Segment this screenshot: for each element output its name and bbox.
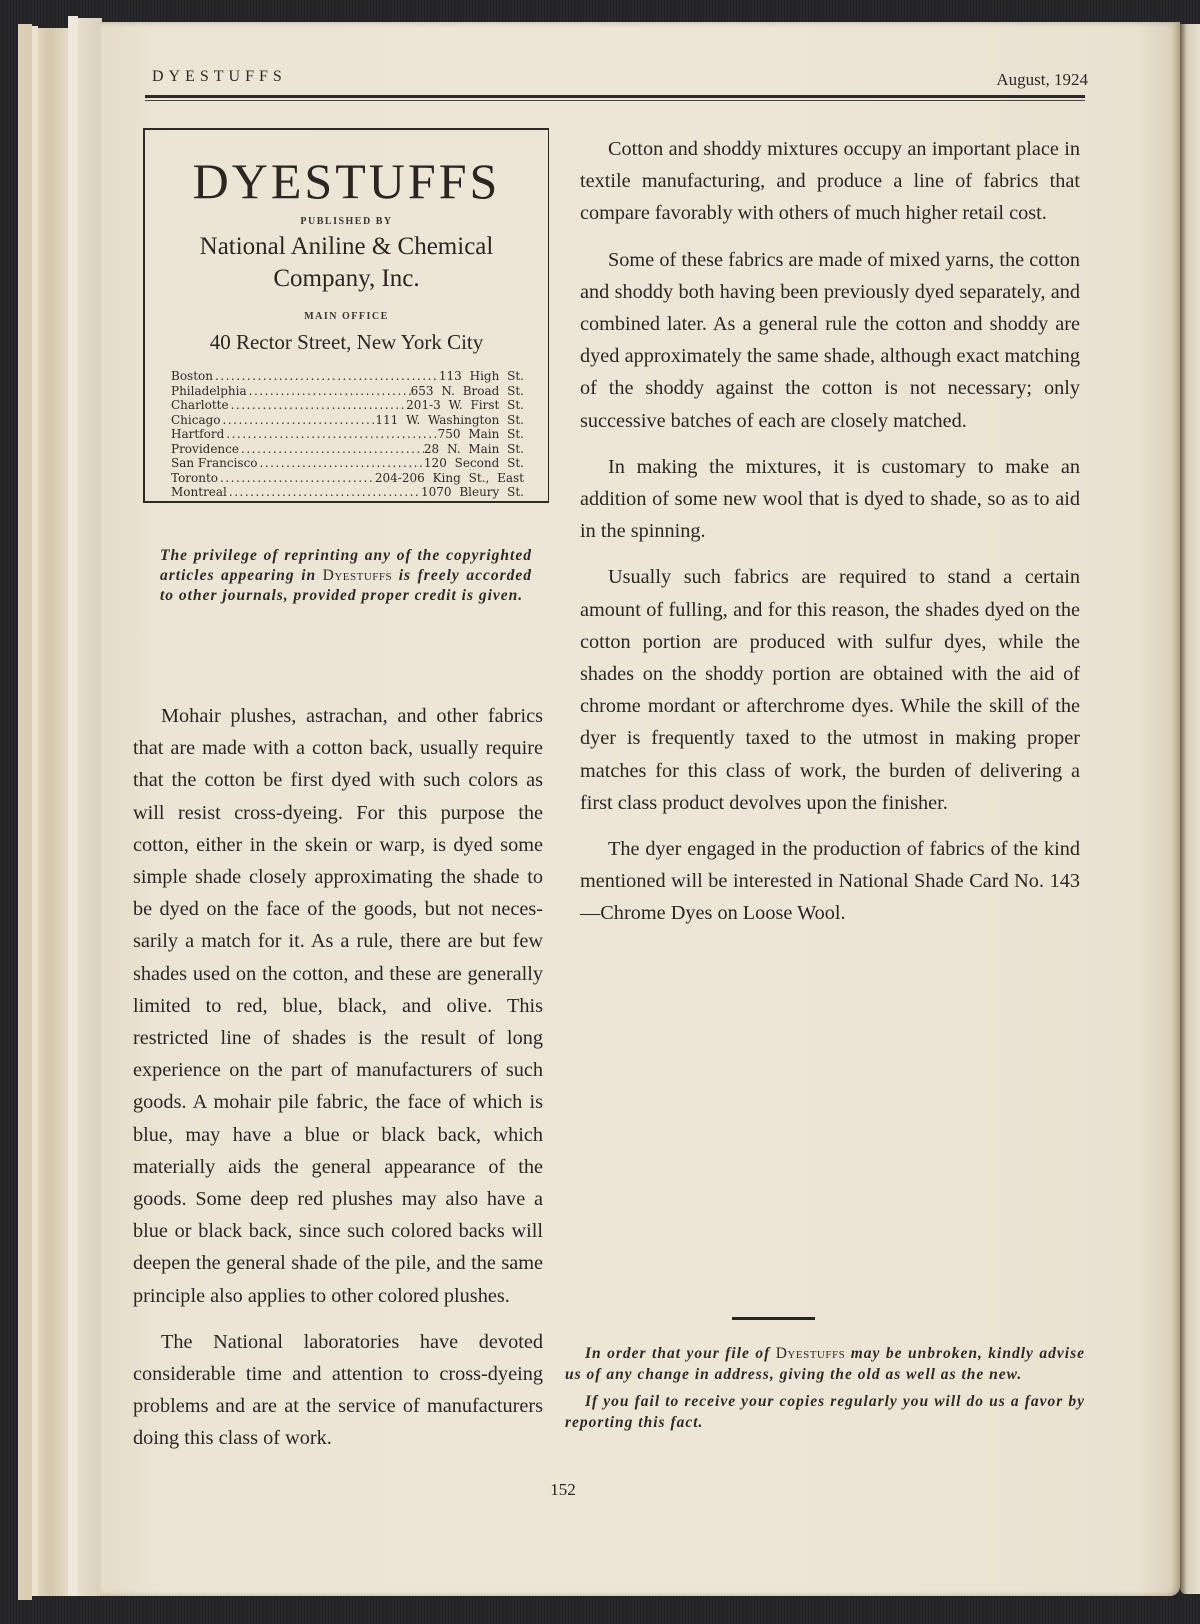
reprint-privilege-note: [160, 546, 532, 606]
article-paragraph: Mohair plushes, astrachan, and other fabrics that are made with a cotton back, usually require that the cotton be first dyed with such colors as will resist cross-dyeing. For this purpose the cotton, either in the skein or warp, is dyed some simple shade closely approximating the shade to be dyed on the face of the goods, but not necessarily a match for it. As a rule, there are but few shades used on the cotton, and these are generally limited to red, blue, black, and olive. This restricted line of shades is the result of long experience on the part of manufacturers of such goods. A mohair pile fabric, the face of which is blue, may have a blue or black back, which materially aids the general appearance of the goods. Some deep red plushes may also have a blue or black back, since such colored backs will deepen the general shade of the pile, and the same principle also applies to other colored plushes.: [133, 705, 543, 1307]
branch-address: 1070 Bleury St.: [420, 485, 524, 499]
running-header-date: August, 1924: [996, 70, 1088, 89]
branch-entry: [171, 427, 524, 442]
notice-text-after: may be unbroken, kindly advise us of any change in address, giving the old as well as the new.: [565, 1345, 1085, 1383]
header-rule-thick: [145, 95, 1085, 98]
branch-city: Hartford: [171, 427, 225, 441]
journal-name: Dyestuffs: [775, 1345, 846, 1362]
branch-city: Boston: [171, 369, 213, 383]
running-header: [152, 68, 1088, 90]
running-header-title: DYESTUFFS: [152, 68, 287, 85]
subscriber-notice: [565, 1343, 1085, 1433]
branch-city: San Francisco: [171, 456, 258, 470]
journal-name: Dyestuffs: [322, 567, 393, 584]
article-paragraph: In making the mixtures, it is customary to make an addition of some new wool that is dyed to shade, so as to aid in the spinning.: [580, 455, 1080, 543]
branch-city: Montreal: [171, 485, 227, 499]
branch-address: 120 Second St.: [423, 456, 524, 470]
branch-city: Philadelphia: [171, 383, 247, 398]
page-edge: [38, 28, 68, 1596]
published-by-label: PUBLISHED BY: [300, 216, 393, 227]
branch-city: Providence: [171, 441, 239, 456]
branch-city: Charlotte: [171, 398, 229, 412]
branch-address: 113 High St.: [438, 369, 524, 383]
branch-entry: [171, 398, 524, 413]
masthead-box: [143, 128, 549, 503]
header-rule-thin: [145, 100, 1085, 101]
privilege-text-after: is freely accorded to other journals, provided proper credit is given.: [160, 567, 532, 604]
right-column-article: [580, 133, 1080, 930]
publisher-name: [145, 231, 548, 295]
facing-page-edge: [1180, 24, 1200, 1594]
notice-text-before: In order that your file of: [585, 1345, 776, 1362]
notice-paragraph-address: [565, 1343, 1085, 1385]
page-edge: [68, 16, 78, 1596]
main-office-label: MAIN OFFICE: [304, 311, 389, 322]
leader-dots: [224, 427, 437, 442]
branch-address: 28 N. Main St.: [423, 441, 524, 456]
leader-dots: [239, 442, 424, 457]
branch-entry: [171, 442, 524, 457]
main-office-address: 40 Rector Street, New York City: [209, 330, 484, 354]
branch-address: 204-206 King St., East: [374, 470, 524, 485]
leader-dots: [258, 456, 424, 471]
branch-address: 750 Main St.: [437, 427, 524, 441]
branch-address: 111 W. Washington St.: [375, 412, 524, 427]
branch-entry: [171, 471, 524, 486]
branch-list: [171, 369, 524, 500]
branch-entry: [171, 384, 524, 399]
article-paragraph: The National laboratories have devoted considerable time and attention to cross-dyeing problems and are at the service of manufacturers doing this class of work.: [133, 1330, 543, 1450]
section-separator-rule: [732, 1317, 815, 1320]
article-paragraph: The dyer engaged in the production of fabrics of the kind mentioned will be interested in National Shade Card No. 143 —Chrome Dyes on Loose Wool.: [580, 838, 1080, 925]
article-paragraph: Cotton and shoddy mixtures occupy an important place in textile manufacturing, and produce a line of fabrics that compare favorably with others of much higher retail cost.: [580, 138, 1080, 225]
branch-city: Chicago: [171, 412, 221, 427]
branch-entry: [171, 485, 524, 500]
page-edge: [18, 24, 32, 1600]
left-column-article: [133, 700, 543, 1455]
page-edge: [78, 18, 102, 1596]
leader-dots: [227, 485, 421, 500]
publisher-line-1: National Aniline & Chemical: [199, 233, 494, 260]
publisher-line-2: Company, Inc.: [273, 265, 420, 292]
branch-address: 653 N. Broad St.: [410, 383, 524, 398]
privilege-text-before: The privilege of reprinting any of the copyrighted articles appearing in: [160, 547, 532, 584]
page-number: 152: [550, 1480, 576, 1499]
branch-city: Toronto: [171, 470, 219, 485]
masthead-title: DYESTUFFS: [192, 153, 501, 209]
leader-dots: [218, 471, 375, 486]
leader-dots: [221, 413, 376, 428]
leader-dots: [247, 384, 411, 399]
notice-paragraph-delivery: If you fail to receive your copies regularly you will do us a favor by reporting this fact.: [565, 1393, 1085, 1431]
branch-address: 201-3 W. First St.: [406, 398, 524, 412]
branch-entry: [171, 413, 524, 428]
article-paragraph: Usually such fabrics are required to stand a certain amount of fulling, and for this reason, the shades dyed on the cotton portion are produced with sulfur dyes, while the shades on the shoddy portion are obtained with the aid of chrome mordant or afterchrome dyes. While the skill of the dyer is frequently taxed to the utmost in making proper matches for this class of work, the burden of delivering a first class product devolves upon the finisher.: [580, 566, 1080, 814]
article-paragraph: Some of these fabrics are made of mixed yarns, the cotton and shoddy both having been previously dyed separately, and combined later. As a general rule the cotton and shoddy are dyed approximately the same shade, although exact matching of the shoddy against the cotton is not necessary; only successive batches of each are closely matched.: [580, 248, 1080, 432]
branch-entry: [171, 456, 524, 471]
leader-dots: [213, 369, 439, 384]
leader-dots: [229, 398, 407, 413]
branch-entry: [171, 369, 524, 384]
